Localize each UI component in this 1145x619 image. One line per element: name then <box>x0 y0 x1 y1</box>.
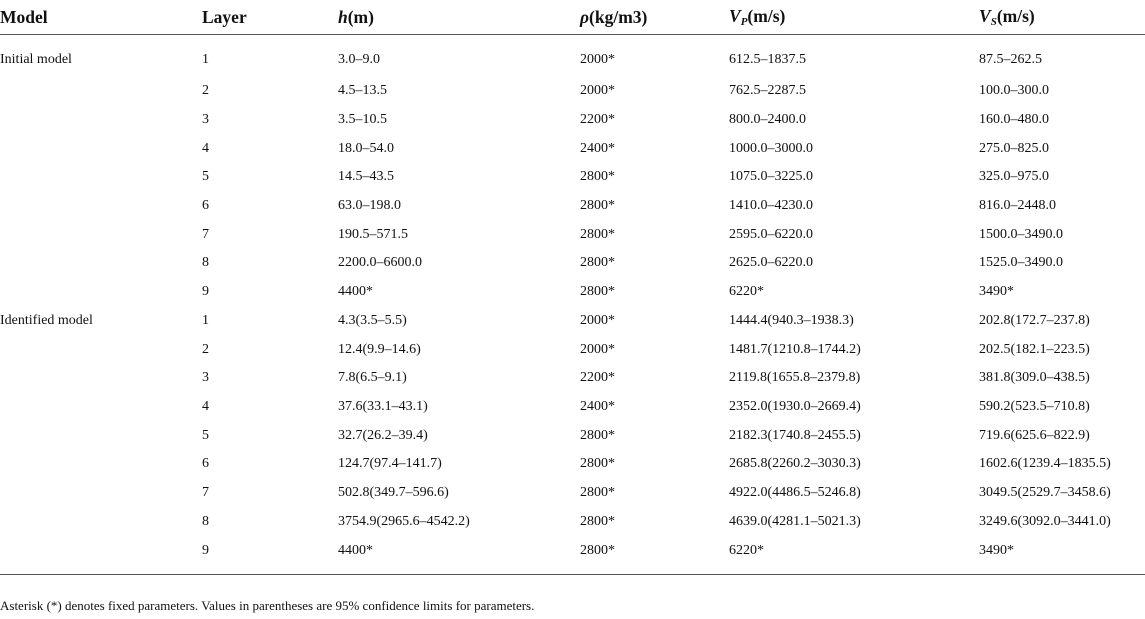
cell-density: 2800* <box>580 513 615 529</box>
header-vs: $V_S(m/s)$ <box>979 0 1145 35</box>
cell-thickness: 190.5–571.5 <box>338 226 408 242</box>
cell-model <box>0 220 202 249</box>
cell-model <box>0 134 202 163</box>
cell-density: 2000* <box>580 341 615 357</box>
cell-thickness: 37.6(33.1–43.1) <box>338 398 428 414</box>
table-footnote: Asterisk (*) denotes fixed parameters. Values in parentheses are 95% confidence limits for parameters. <box>0 598 535 613</box>
cell-model <box>0 421 202 450</box>
cell-density: 2800* <box>580 198 615 214</box>
table-body <box>0 35 1145 575</box>
cell-density: 2800* <box>580 284 615 300</box>
cell-layer: 3 <box>202 370 209 386</box>
header-vp: $V_P(m/s)$ <box>729 0 979 35</box>
cell-vs: 87.5–262.5 <box>979 52 1042 67</box>
cell-layer: 7 <box>202 226 209 242</box>
cell-thickness: 4.3(3.5–5.5) <box>338 312 407 328</box>
cell-density: 2400* <box>580 398 615 414</box>
cell-vs: 3049.5(2529.7–3458.6) <box>979 484 1111 500</box>
cell-vs: 202.5(182.1–223.5) <box>979 341 1090 357</box>
cell-thickness: 7.8(6.5–9.1) <box>338 370 407 386</box>
cell-density: 2800* <box>580 427 615 443</box>
cell-vs: 100.0–300.0 <box>979 83 1049 99</box>
cell-vp: 6220* <box>729 536 979 575</box>
header-density: ρ(kg/m3) <box>580 0 729 35</box>
header-row <box>0 0 1145 35</box>
cell-vs: 275.0–825.0 <box>979 140 1049 156</box>
cell-thickness: 32.7(26.2–39.4) <box>338 427 428 443</box>
table-row <box>0 364 1145 393</box>
cell-layer: 6 <box>202 456 209 472</box>
cell-layer: 4 <box>202 398 209 414</box>
cell-density: 2000* <box>580 83 615 99</box>
cell-layer: 2 <box>202 83 209 99</box>
cell-vs: 160.0–480.0 <box>979 112 1049 128</box>
cell-thickness: 3754.9(2965.6–4542.2) <box>338 513 470 529</box>
cell-vp: 1481.7(1210.8–1744.2) <box>729 341 861 357</box>
cell-vp: 2685.8(2260.2–3030.3) <box>729 456 861 472</box>
table-row <box>0 249 1145 278</box>
table-row <box>0 507 1145 536</box>
table-row <box>0 35 1145 78</box>
cell-model <box>0 106 202 135</box>
cell-vp: 2119.8(1655.8–2379.8) <box>729 370 861 386</box>
table-row <box>0 421 1145 450</box>
cell-model <box>0 393 202 422</box>
cell-layer: 4 <box>202 140 209 156</box>
table-row <box>0 393 1145 422</box>
cell-density: 2000* <box>580 52 615 67</box>
table-row <box>0 479 1145 508</box>
cell-density: 2800* <box>580 536 729 575</box>
cell-vp: 4639.0(4281.1–5021.3) <box>729 513 861 529</box>
cell-thickness: 502.8(349.7–596.6) <box>338 484 449 500</box>
cell-thickness: 18.0–54.0 <box>338 140 394 156</box>
cell-model <box>0 364 202 393</box>
cell-layer: 7 <box>202 484 209 500</box>
table-row <box>0 536 1145 575</box>
cell-thickness: 4400* <box>338 536 580 575</box>
cell-layer: 6 <box>202 198 209 214</box>
cell-vp: 4922.0(4486.5–5246.8) <box>729 484 861 500</box>
cell-layer: 2 <box>202 341 209 357</box>
cell-layer: 1 <box>202 52 209 67</box>
cell-model <box>0 479 202 508</box>
table-row <box>0 77 1145 106</box>
header-model: Model <box>0 0 202 35</box>
cell-vs: 3490* <box>979 284 1014 300</box>
cell-density: 2800* <box>580 456 615 472</box>
cell-vp: 1075.0–3225.0 <box>729 169 813 185</box>
cell-vp: 6220* <box>729 284 764 300</box>
cell-vp: 2625.0–6220.0 <box>729 255 813 271</box>
cell-model <box>0 507 202 536</box>
cell-layer: 1 <box>202 312 209 328</box>
cell-vp: 2352.0(1930.0–2669.4) <box>729 398 861 414</box>
cell-density: 2800* <box>580 255 615 271</box>
cell-thickness: 2200.0–6600.0 <box>338 255 422 271</box>
cell-model <box>0 163 202 192</box>
cell-vp: 800.0–2400.0 <box>729 112 806 128</box>
cell-vs: 3249.6(3092.0–3441.0) <box>979 513 1111 529</box>
cell-model: Identified model <box>0 312 93 328</box>
cell-thickness: 12.4(9.9–14.6) <box>338 341 421 357</box>
cell-density: 2200* <box>580 112 615 128</box>
table-row <box>0 278 1145 307</box>
cell-thickness: 124.7(97.4–141.7) <box>338 456 442 472</box>
cell-vs: 816.0–2448.0 <box>979 198 1056 214</box>
cell-thickness: 63.0–198.0 <box>338 198 401 214</box>
cell-vp: 762.5–2287.5 <box>729 83 806 99</box>
table-row <box>0 192 1145 221</box>
cell-model <box>0 77 202 106</box>
table-row <box>0 450 1145 479</box>
cell-layer: 3 <box>202 112 209 128</box>
cell-model <box>0 192 202 221</box>
cell-vs: 1602.6(1239.4–1835.5) <box>979 456 1111 472</box>
cell-density: 2800* <box>580 484 615 500</box>
cell-model <box>0 249 202 278</box>
cell-vs: 381.8(309.0–438.5) <box>979 370 1090 386</box>
cell-model <box>0 450 202 479</box>
cell-layer: 8 <box>202 513 209 529</box>
cell-layer: 9 <box>202 536 338 575</box>
cell-model <box>0 536 202 575</box>
cell-layer: 5 <box>202 169 209 185</box>
header-thickness: h(m) <box>338 0 580 35</box>
cell-thickness: 4400* <box>338 284 373 300</box>
cell-vp: 1444.4(940.3–1938.3) <box>729 312 854 328</box>
cell-vs: 719.6(625.6–822.9) <box>979 427 1090 443</box>
cell-layer: 5 <box>202 427 209 443</box>
cell-vp: 2182.3(1740.8–2455.5) <box>729 427 861 443</box>
cell-vp: 1000.0–3000.0 <box>729 140 813 156</box>
table-row <box>0 106 1145 135</box>
cell-vp: 2595.0–6220.0 <box>729 226 813 242</box>
cell-vs: 1500.0–3490.0 <box>979 226 1063 242</box>
table-row <box>0 163 1145 192</box>
cell-density: 2800* <box>580 226 615 242</box>
table-row <box>0 220 1145 249</box>
cell-density: 2200* <box>580 370 615 386</box>
cell-vs: 1525.0–3490.0 <box>979 255 1063 271</box>
cell-density: 2400* <box>580 140 615 156</box>
table-row <box>0 335 1145 364</box>
header-layer: Layer <box>202 0 338 35</box>
cell-layer: 8 <box>202 255 209 271</box>
cell-thickness: 4.5–13.5 <box>338 83 387 99</box>
cell-vs: 590.2(523.5–710.8) <box>979 398 1090 414</box>
cell-model: Initial model <box>0 52 72 67</box>
cell-layer: 9 <box>202 284 209 300</box>
cell-density: 2000* <box>580 312 615 328</box>
cell-vs: 325.0–975.0 <box>979 169 1049 185</box>
cell-thickness: 3.0–9.0 <box>338 52 380 67</box>
cell-thickness: 3.5–10.5 <box>338 112 387 128</box>
table-row <box>0 134 1145 163</box>
cell-vs: 3490* <box>979 536 1145 575</box>
cell-thickness: 14.5–43.5 <box>338 169 394 185</box>
cell-vp: 612.5–1837.5 <box>729 52 806 67</box>
cell-density: 2800* <box>580 169 615 185</box>
table-row <box>0 307 1145 336</box>
cell-model <box>0 278 202 307</box>
cell-vs: 202.8(172.7–237.8) <box>979 312 1090 328</box>
cell-vp: 1410.0–4230.0 <box>729 198 813 214</box>
cell-model <box>0 335 202 364</box>
